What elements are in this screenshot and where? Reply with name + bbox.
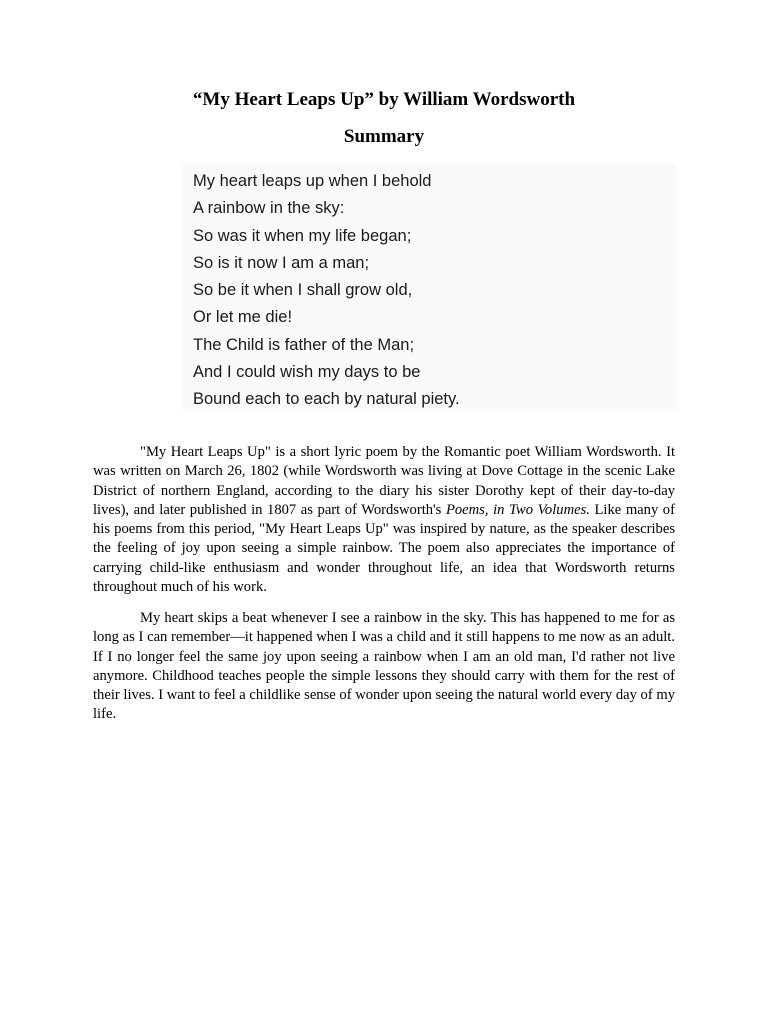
poem-line: So is it now I am a man; (193, 253, 370, 272)
document-subtitle: Summary (343, 126, 425, 147)
poem-line: And I could wish my days to be (193, 363, 421, 382)
poem-line: Or let me die! (193, 308, 293, 327)
book-title-italic: Poems, in Two Volumes. (445, 501, 590, 518)
poem-block (182, 164, 676, 410)
paragraph-text: "My Heart Leaps Up" is a short lyric poem by the Romantic poet William Wordsworth. It was written on March 26, 1802 (while Wordsworth was living at Dove Cottage in the scenic Lake District of northern England, according to the diary his sister Dorothy kept of their day-to-day lives), and later published in 1807 as part of Wordsworth's (93, 444, 675, 518)
summary-paragraph-2: My heart skips a beat whenever I see a rainbow in the sky. This has happened to me for as long as I can remember—it happened when I was a child and it still happens to me now as an adult. If I no longer feel the same joy upon seeing a rainbow when I am an old man, I'd rather not live anymore. Childhood teaches people the simple lessons they should carry with them for the rest of their lives. I want to feel a childlike sense of wonder upon seeing the natural world every day of my life. (93, 610, 675, 723)
document-title: “My Heart Leaps Up” by William Wordsworth (192, 89, 576, 110)
poem-line: So was it when my life began; (193, 226, 412, 245)
poem-line: My heart leaps up when I behold (193, 172, 432, 190)
poem-line: The Child is father of the Man; (193, 335, 415, 354)
summary-paragraph-1 (93, 443, 675, 597)
poem-line: So be it when I shall grow old, (193, 281, 413, 300)
poem-line: A rainbow in the sky: (193, 199, 345, 218)
paragraph-text: Like many of his poems from this period, "My Heart Leaps Up" was inspired by nature, as the speaker describes the feeling of joy upon seeing a simple rainbow. The poem also appreciates the importance of carrying child-like enthusiasm and wonder throughout life, an idea that Wordsworth returns throughout much of his work. (93, 501, 675, 596)
poem-line: Bound each to each by natural piety. (193, 390, 460, 409)
